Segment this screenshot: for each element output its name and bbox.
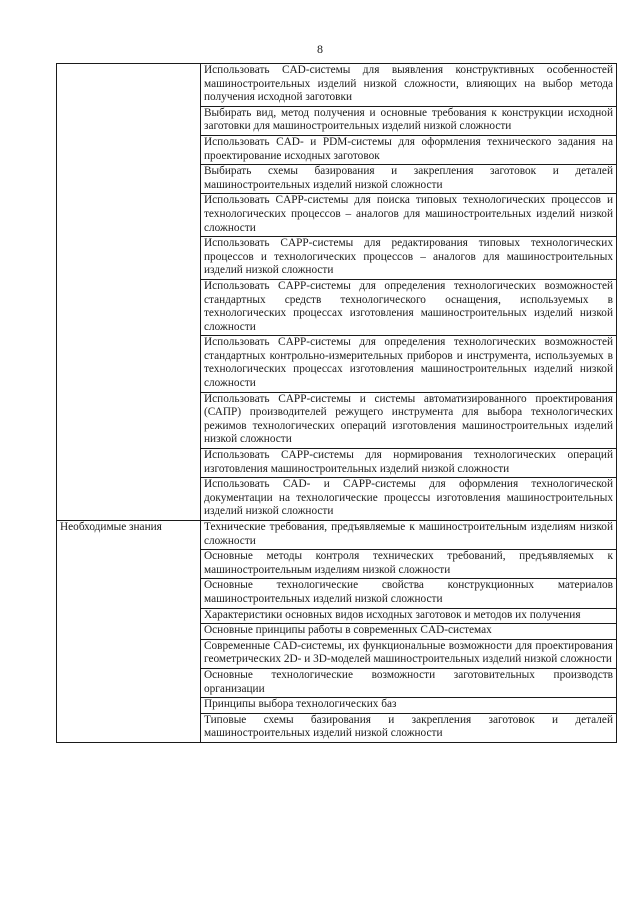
- section-label: Необходимые знания: [57, 521, 201, 743]
- requirement-item: Использовать CAPP-системы для поиска типовых технологических процессов и технологических процессов – аналогов для машиностроительных изделий низкой сложности: [201, 194, 617, 237]
- requirement-item: Выбирать вид, метод получения и основные требования к конструкции исходной заготовки для машиностроительных изделий низкой сложности: [201, 106, 617, 135]
- table-row: [57, 521, 617, 550]
- requirement-item: Использовать CAPP-системы и системы автоматизированного проектирования (САПР) производителей режущего инструмента для выбора технологических режимов технологических операций изготовления машиностроительных изделий низкой сложности: [201, 392, 617, 448]
- competency-table: [56, 63, 617, 743]
- requirement-item: Использовать CAD-системы для выявления конструктивных особенностей машиностроительных изделий низкой сложности, влияющих на выбор метода получения исходной заготовки: [201, 64, 617, 107]
- requirement-item: Использовать CAD- и PDM-системы для оформления технического задания на проектирование исходных заготовок: [201, 135, 617, 164]
- requirement-item: Основные принципы работы в современных CAD-системах: [201, 624, 617, 640]
- requirement-item: Основные технологические свойства конструкционных материалов машиностроительных изделий низкой сложности: [201, 579, 617, 608]
- page-number: 8: [317, 42, 323, 56]
- requirement-item: Основные технологические возможности заготовительных производств организации: [201, 668, 617, 697]
- requirement-item: Использовать CAPP-системы для нормирования технологических операций изготовления машиностроительных изделий низкой сложности: [201, 449, 617, 478]
- requirement-item: Технические требования, предъявляемые к машиностроительным изделиям низкой сложности: [201, 521, 617, 550]
- requirement-item: Использовать CAD- и CAPP-системы для оформления технологической документации на технологические процессы изготовления машиностроительных изделий низкой сложности: [201, 478, 617, 521]
- requirement-item: Типовые схемы базирования и закрепления заготовок и деталей машиностроительных изделий низкой сложности: [201, 713, 617, 742]
- requirement-item: Принципы выбора технологических баз: [201, 698, 617, 714]
- requirement-item: Основные методы контроля технических требований, предъявляемых к машиностроительным изделиям низкой сложности: [201, 550, 617, 579]
- requirement-item: Использовать CAPP-системы для редактирования типовых технологических процессов и технологических процессов – аналогов для машиностроительных изделий низкой сложности: [201, 237, 617, 280]
- requirement-item: Выбирать схемы базирования и закрепления заготовок и деталей машиностроительных изделий низкой сложности: [201, 165, 617, 194]
- table-row: [57, 64, 617, 107]
- requirement-item: Современные CAD-системы, их функциональные возможности для проектирования геометрических 2D- и 3D-моделей машиностроительных изделий низкой сложности: [201, 639, 617, 668]
- requirement-item: Использовать CAPP-системы для определения технологических возможностей стандартных контрольно-измерительных приборов и инструмента, используемых в технологических процессах изготовления машиностроительных изделий низкой сложности: [201, 336, 617, 392]
- requirement-item: Использовать CAPP-системы для определения технологических возможностей стандартных средств технологического оснащения, используемых в технологических процессах изготовления машиностроительных изделий низкой сложности: [201, 279, 617, 335]
- section-label: [57, 64, 201, 521]
- requirement-item: Характеристики основных видов исходных заготовок и методов их получения: [201, 608, 617, 624]
